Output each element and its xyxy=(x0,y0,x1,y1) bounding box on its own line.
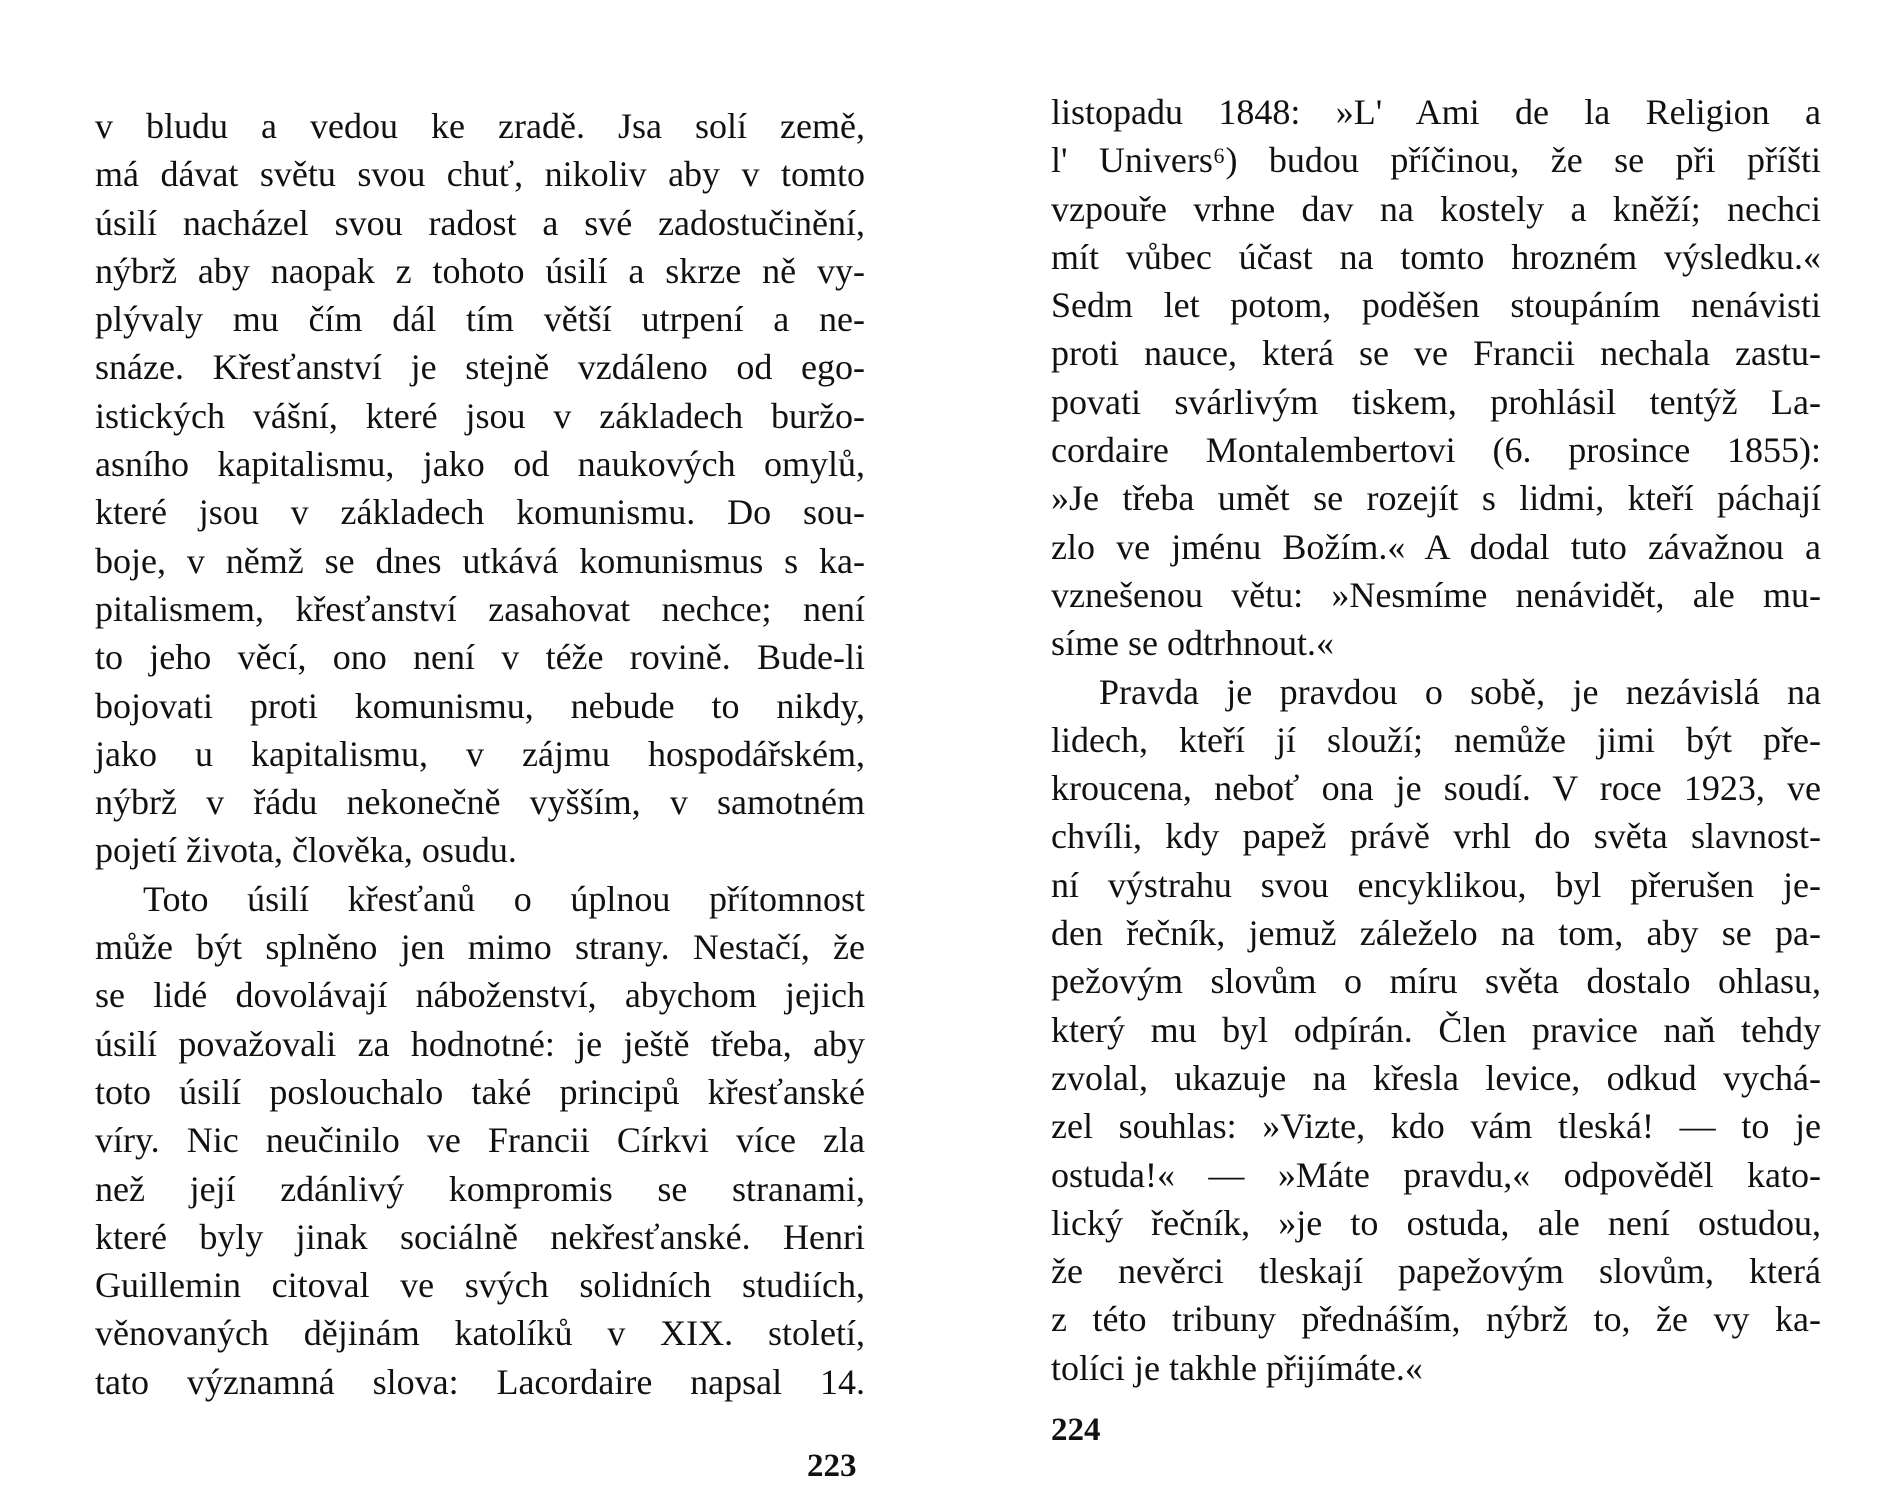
text-line: chvíli, kdy papež právě vrhl do světa slavnost- xyxy=(1051,816,1821,857)
text-line: zvolal, ukazuje na křesla levice, odkud vychá- xyxy=(1051,1057,1821,1098)
text-line: které byly jinak sociálně nekřesťanské. Henri xyxy=(95,1216,865,1257)
text-line: lidech, kteří jí slouží; nemůže jimi být pře- xyxy=(1051,719,1821,760)
text-line: může být splněno jen mimo strany. Nestačí, že xyxy=(95,927,865,968)
text-line: který mu byl odpírán. Člen pravice naň tehdy xyxy=(1051,1009,1821,1050)
page-number: 224 xyxy=(1051,1412,1101,1448)
text-line: má dávat světu svou chuť, nikoliv aby v tomto xyxy=(95,154,865,195)
text-line: povati svárlivým tiskem, prohlásil tentýž La- xyxy=(1051,381,1821,422)
text-line: listopadu 1848: »L' Ami de la Religion a xyxy=(1051,92,1821,132)
text-line: toto úsilí poslouchalo také principů křesťanské xyxy=(95,1071,865,1112)
text-line: síme se odtrhnout.« xyxy=(1051,623,1334,664)
text-line: věnovaných dějinám katolíků v XIX. století, xyxy=(95,1313,865,1354)
text-line: Guillemin citoval ve svých solidních studiích, xyxy=(95,1265,865,1306)
text-line: se lidé dovolávají náboženství, abychom jejich xyxy=(95,975,865,1016)
text-line: cordaire Montalembertovi (6. prosince 1855): xyxy=(1051,430,1821,471)
text-line: vznešenou větu: »Nesmíme nenávidět, ale mu- xyxy=(1051,574,1821,615)
text-line: pitalismem, křesťanství zasahovat nechce; není xyxy=(95,588,865,629)
text-line: jako u kapitalismu, v zájmu hospodářském, xyxy=(95,733,865,774)
text-line: nýbrž aby naopak z tohoto úsilí a skrze ně vy- xyxy=(95,250,865,291)
left-page-text xyxy=(95,102,865,1406)
text-line: pojetí života, člověka, osudu. xyxy=(95,830,517,871)
text-line: bojovati proti komunismu, nebude to nikdy, xyxy=(95,685,865,726)
text-line: z této tribuny přednáším, nýbrž to, že vy ka- xyxy=(1051,1299,1821,1340)
text-line: úsilí nacházel svou radost a své zadostučinění, xyxy=(95,202,865,243)
text-line: zlo ve jménu Božím.« A dodal tuto závažnou a xyxy=(1051,526,1821,567)
right-page-text xyxy=(1051,88,1821,1392)
text-line: istických vášní, které jsou v základech buržo- xyxy=(95,395,865,436)
text-line: nýbrž v řádu nekonečně vyšším, v samotném xyxy=(95,782,865,823)
text-line: mít vůbec účast na tomto hrozném výsledku.« xyxy=(1051,236,1821,277)
text-line: kroucena, neboť ona je soudí. V roce 1923, ve xyxy=(1051,768,1821,809)
text-line: tato významná slova: Lacordaire napsal 14. xyxy=(95,1361,865,1402)
text-line: vzpouře vrhne dav na kostely a kněží; nechci xyxy=(1051,188,1821,229)
text-line: plývaly mu čím dál tím větší utrpení a ne- xyxy=(95,299,865,340)
text-line: pežovým slovům o míru světa dostalo ohlasu, xyxy=(1051,961,1821,1002)
page-number: 223 xyxy=(807,1448,857,1484)
text-line: l' Univers⁶) budou příčinou, že se při příšti xyxy=(1051,140,1821,181)
text-line: proti nauce, která se ve Francii nechala zastu- xyxy=(1051,333,1821,374)
text-line: Pravda je pravdou o sobě, je nezávislá na xyxy=(1099,671,1821,712)
text-line: snáze. Křesťanství je stejně vzdáleno od ego- xyxy=(95,347,865,388)
text-line: tolíci je takhle přijímáte.« xyxy=(1051,1347,1423,1388)
text-line: to jeho věcí, ono není v téže rovině. Bude-li xyxy=(95,637,865,678)
text-line: Sedm let potom, poděšen stoupáním nenávisti xyxy=(1051,285,1821,326)
text-line: než její zdánlivý kompromis se stranami, xyxy=(95,1168,865,1209)
text-line: úsilí považovali za hodnotné: je ještě třeba, aby xyxy=(95,1023,865,1064)
text-line: ní výstrahu svou encyklikou, byl přerušen je- xyxy=(1051,864,1821,905)
text-line: »Je třeba umět se rozejít s lidmi, kteří páchají xyxy=(1051,478,1821,519)
text-line: víry. Nic neučinilo ve Francii Církvi více zla xyxy=(95,1120,865,1161)
text-line: ostuda!« — »Máte pravdu,« odpověděl kato- xyxy=(1051,1154,1821,1195)
text-line: které jsou v základech komunismu. Do sou- xyxy=(95,492,865,533)
text-line: Toto úsilí křesťanů o úplnou přítomnost xyxy=(143,878,865,919)
text-line: boje, v němž se dnes utkává komunismus s ka- xyxy=(95,540,865,581)
text-line: zel souhlas: »Vizte, kdo vám tleská! — to je xyxy=(1051,1106,1821,1147)
text-line: lický řečník, »je to ostuda, ale není ostudou, xyxy=(1051,1202,1821,1243)
text-line: asního kapitalismu, jako od naukových omylů, xyxy=(95,444,865,485)
text-line: v bludu a vedou ke zradě. Jsa solí země, xyxy=(95,106,865,146)
text-line: den řečník, jemuž záleželo na tom, aby se pa- xyxy=(1051,913,1821,954)
text-line: že nevěrci tleskají papežovým slovům, která xyxy=(1051,1251,1821,1292)
